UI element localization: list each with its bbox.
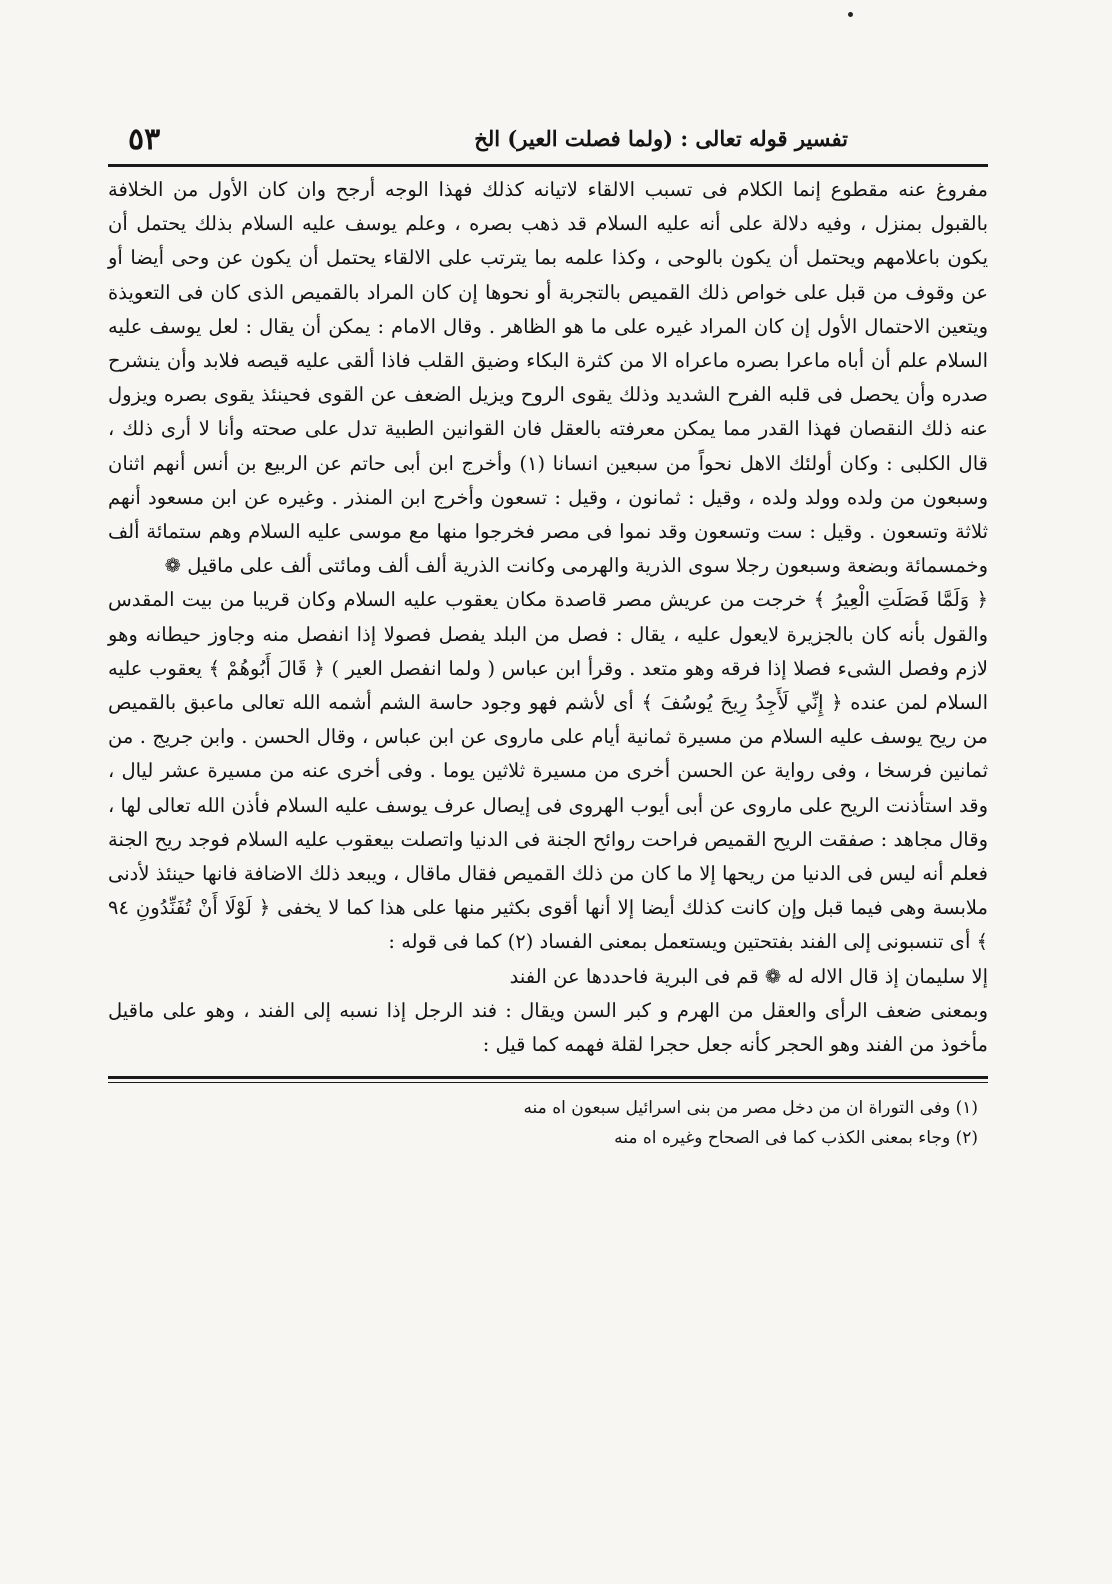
paragraph: مفروغ عنه مقطوع إنما الكلام فى تسبب الالقاء لاتيانه كذلك فهذا الوجه أرجح وان كان الأول من الخلافة بالقبول بمنزل ، وفيه دلالة على أنه عليه السلام قد ذهب بصره ، وعلم يوسف عليه السلام بذلك يحتمل أن يكون باعلامهم ويحتمل أن يكون بالوحى ، وكذا علمه بما يترتب على الالقاء يحتمل أن يكون عن وحى أيضا أو عن وقوف من قبل على خواص ذلك القميص بالتجربة أو نحوها إن كان المراد بالقميص الذى كان فى التعويذة ويتعين الاحتمال الأول إن كان المراد غيره على ما هو الظاهر . وقال الامام : يمكن أن يقال : لعل يوسف عليه السلام علم أن أباه ماعرا بصره ماعراه الا من كثرة البكاء وضيق القلب فاذا ألقى عليه قيصه فلابد وأن ينشرح صدره وأن يحصل فى قلبه الفرح الشديد وذلك يقوى الروح ويزيل الضعف عن القوى فحينئذ يقوى بصره ويزول عنه ذلك النقصان فهذا القدر مما يمكن معرفته بالعقل فان القوانين الطبية تدل على صحته وأنا لا أرى ذلك ، قال الكلبى : وكان أولئك الاهل نحواً من سبعين انسانا (١) وأخرج ابن أبى حاتم عن الربيع بن أنس أنهم اثنان وسبعون من ولده وولد ولده ، وقيل : ثمانون ، وقيل : تسعون وأخرج ابن المنذر . وغيره عن ابن مسعود أنهم ثلاثة وتسعون . وقيل : ست وتسعون وقد نموا فى مصر فخرجوا منها مع موسى عليه السلام وهم ستمائة ألف وخمسمائة وبضعة وسبعون رجلا سوى الذرية والهرمى وكانت الذرية ألف ألف ومائتى ألف على ماقيل ❁ [108, 178, 989, 578]
running-title: تفسير قوله تعالى : (ولما فصلت العير) الخ [474, 126, 848, 151]
paragraph: ﴿ وَلَمَّا فَصَلَتِ الْعِيرُ ﴾ خرجت من عريش مصر قاصدة مكان يعقوب عليه السلام وكان قريبا من بيت المقدس والقول بأنه كان بالجزيرة لايعول عليه ، يقال : فصل من البلد يفصل فصولا إذا انفصل منه وجاوز حيطانه وهو لازم وفصل الشىء فصلا إذا فرقه وهو متعد . وقرأ ابن عباس ( ولما انفصل العير ) ﴿ قَالَ أَبُوهُمْ ﴾ يعقوب عليه السلام لمن عنده ﴿ إِنِّي لَأَجِدُ رِيحَ يُوسُفَ ﴾ أى لأشم فهو وجود حاسة الشم أشمه الله تعالى ماعبق بالقميص من ريح يوسف عليه السلام من مسيرة ثمانية أيام على ماروى عن ابن عباس ، وقال الحسن . وابن جريج . من ثمانين فرسخا ، وفى رواية عن الحسن أخرى من مسيرة ثلاثين يوما . وفى أخرى عنه من مسيرة عشر ليال ، وقد استأذنت الريح على ماروى عن أبى أيوب الهروى فى إيصال عرف يوسف عليه السلام فأذن الله تعالى لها ، وقال مجاهد : صفقت الريح القميص فراحت روائح الجنة فى الدنيا واتصلت بيعقوب عليه السلام فوجد ريح الجنة فعلم أنه ليس فى الدنيا من ريحها إلا ما كان من ذلك القميص فقال ماقال ، ويبعد ذلك الاضافة فانها حينئذ لأدنى ملابسة وهى فيما قبل وإن كانت كذلك أيضا إلا أنها أقوى بكثير منها على هذا كما لا يخفى ﴿ لَوْلَا أَنْ تُفَنِّدُونِ ٩٤ ﴾ أى تنسبونى إلى الفند بفتحتين ويستعمل بمعنى الفساد (٢) كما فى قوله : [108, 588, 988, 954]
header-rule [108, 164, 988, 167]
footnote-rule [108, 1076, 988, 1083]
footnotes [108, 1093, 988, 1153]
page-number: ٥٣ [128, 122, 161, 157]
page-header [108, 118, 988, 164]
document-page [108, 118, 988, 1498]
footnote-1: (١) وفى التوراة ان من دخل مصر من بنى اسرائيل سبعون اه منه [523, 1098, 978, 1119]
paragraph: وبمعنى ضعف الرأى والعقل من الهرم و كبر السن ويقال : فند الرجل إذا نسبه إلى الفند ، وهو على ماقيل مأخوذ من الفند وهو الحجر كأنه جعل حجرا لقلة فهمه كما قيل : [108, 998, 988, 1056]
footnote-2: (٢) وجاء بمعنى الكذب كما فى الصحاح وغيره اه منه [614, 1128, 978, 1149]
poetry-verse: إلا سليمان إذ قال الاله له ❁ قم فى البرية فاحددها عن الفند [509, 964, 988, 988]
main-text [108, 173, 988, 1062]
ink-dot [848, 12, 853, 17]
